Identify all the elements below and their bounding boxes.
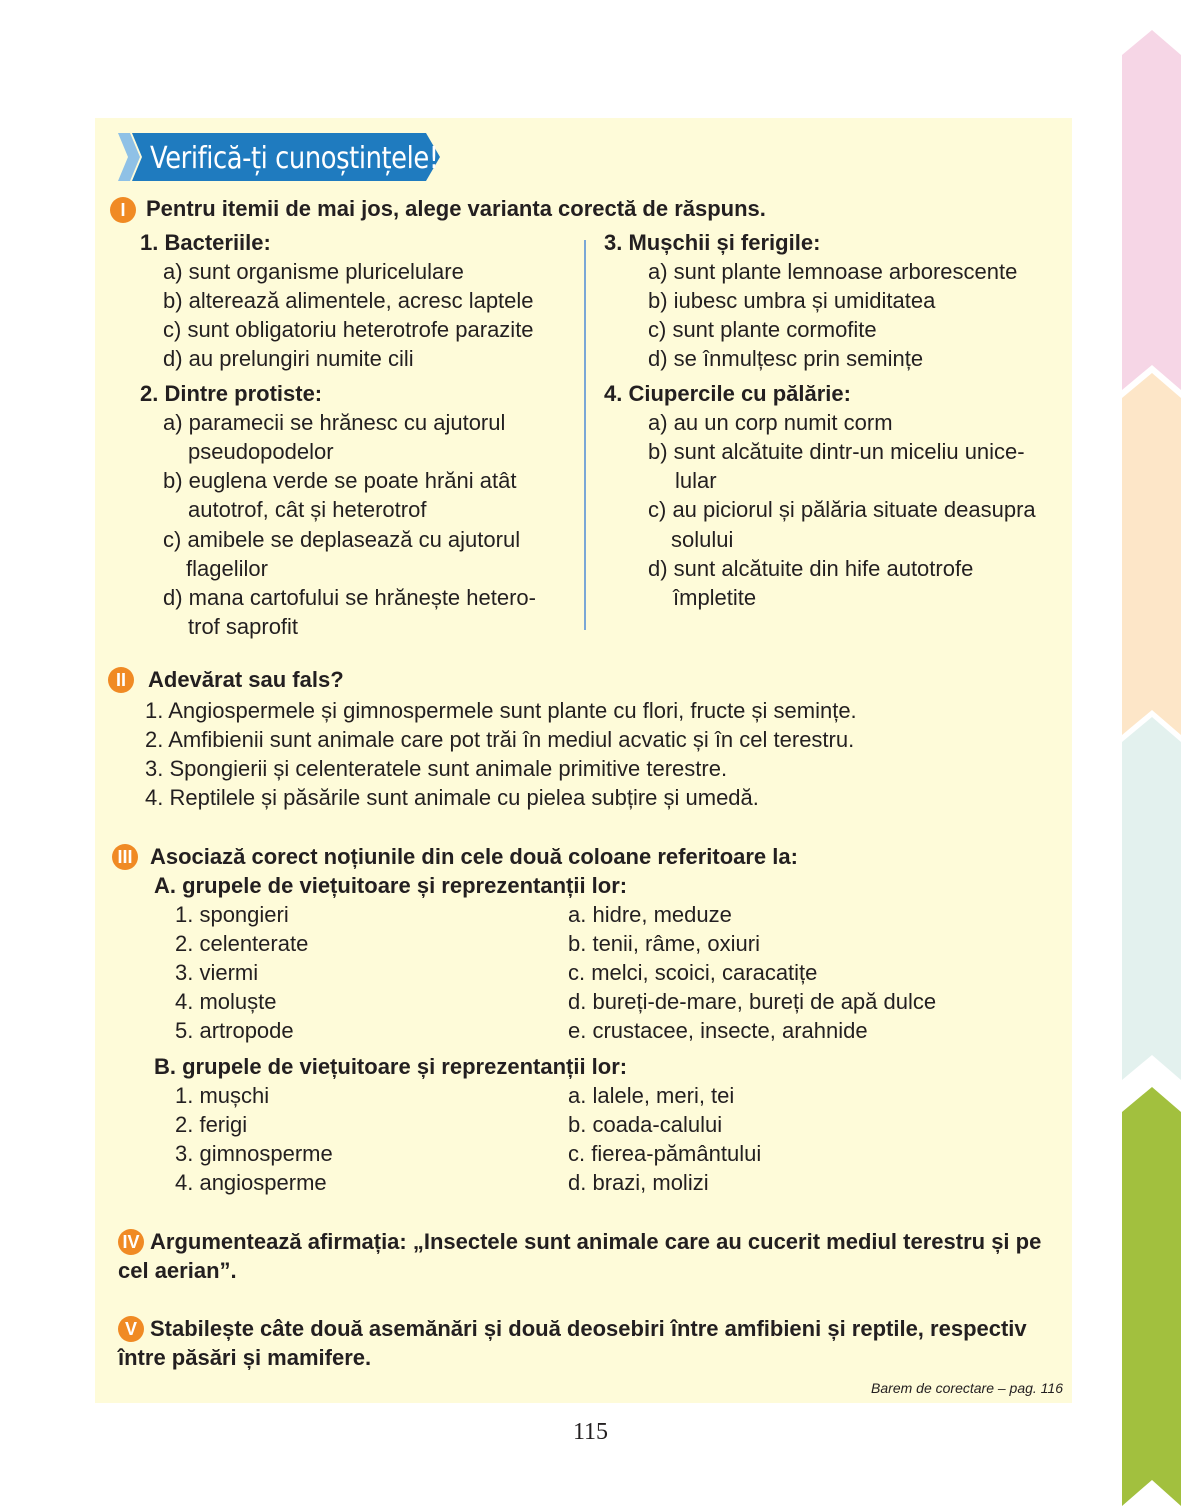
part-a-left-5: 5. artropode — [175, 1018, 294, 1043]
q3-option-d: d) se înmulțesc prin semințe — [648, 346, 924, 371]
q2-option-a: a) paramecii se hrănesc cu ajutorul — [163, 410, 506, 435]
question-3-title: 3. Mușchii și ferigile: — [604, 230, 821, 255]
part-b-right-c: c. fierea-pământului — [568, 1141, 762, 1166]
q4-option-b: b) sunt alcătuite dintr-un miceliu unice- — [648, 439, 1025, 464]
section-v — [118, 1314, 1068, 1372]
section-title-iii: Asociază corect noțiunile din cele două coloane referitoare la: — [150, 844, 798, 869]
q2-option-d-cont: trof saprofit — [188, 614, 299, 639]
part-b-right-d: d. brazi, molizi — [568, 1170, 709, 1195]
tf-item-2: 2. Amfibienii sunt animale care pot trăi în mediul acvatic și în cel terestru. — [145, 727, 855, 752]
part-a-right-a: a. hidre, meduze — [568, 902, 732, 927]
question-2-title: 2. Dintre protiste: — [140, 381, 323, 406]
section-title-ii: Adevărat sau fals? — [148, 667, 344, 692]
q1-option-c: c) sunt obligatoriu heterotrofe parazite — [163, 317, 534, 342]
q2-option-b-cont: autotrof, cât și heterotrof — [188, 497, 427, 522]
page-number: 115 — [572, 1419, 609, 1445]
q4-option-b-cont: lular — [675, 468, 717, 493]
part-a-left-2: 2. celenterate — [175, 931, 309, 956]
q2-option-c-cont: flagelilor — [186, 556, 268, 581]
tab-mint — [1122, 717, 1181, 1080]
q2-option-c: c) amibele se deplasează cu ajutorul — [163, 527, 521, 552]
part-b-right-b: b. coada-calului — [568, 1112, 723, 1137]
q3-option-c: c) sunt plante cormofite — [648, 317, 877, 342]
part-b-right-a: a. lalele, meri, tei — [568, 1083, 735, 1108]
q3-option-a: a) sunt plante lemnoase arborescente — [648, 259, 1018, 284]
q2-option-d: d) mana cartofului se hrănește hetero- — [163, 585, 536, 610]
section-badge-iv: IV — [118, 1229, 144, 1255]
section-v-text: Stabilește câte două asemănări și două deosebiri între amfibieni și reptile, respectiv între păsări și mamifere. — [118, 1316, 1027, 1370]
tf-item-4: 4. Reptilele și păsările sunt animale cu pielea subțire și umedă. — [145, 785, 759, 810]
section-iv-text: Argumentează afirmația: „Insectele sunt animale care au cucerit mediul terestru și pe cel aerian”. — [118, 1229, 1042, 1283]
q1-option-a: a) sunt organisme pluricelulare — [163, 259, 464, 284]
part-a-left-3: 3. viermi — [175, 960, 259, 985]
tab-peach — [1122, 373, 1181, 735]
q1-option-d: d) au prelungiri numite cili — [163, 346, 414, 371]
part-a-right-d: d. bureți-de-mare, bureți de apă dulce — [568, 989, 937, 1014]
section-badge-ii: II — [108, 667, 134, 693]
column-divider — [584, 240, 586, 630]
answer-key-reference: Barem de corectare – pag. 116 — [871, 1380, 1063, 1396]
part-a-right-b: b. tenii, râme, oxiuri — [568, 931, 760, 956]
tf-item-3: 3. Spongierii și celenteratele sunt animale primitive terestre. — [145, 756, 728, 781]
part-a-right-e: e. crustacee, insecte, arahnide — [568, 1018, 868, 1043]
q4-option-c: c) au piciorul și pălăria situate deasupra — [648, 497, 1036, 522]
part-a-title: A. grupele de viețuitoare și reprezentanții lor: — [154, 873, 628, 898]
tab-pink — [1122, 30, 1181, 390]
q4-option-d: d) sunt alcătuite din hife autotrofe — [648, 556, 974, 581]
q2-option-b: b) euglena verde se poate hrăni atât — [163, 468, 517, 493]
q1-option-b: b) alterează alimentele, acresc laptele — [163, 288, 534, 313]
q2-option-a-cont: pseudopodelor — [188, 439, 334, 464]
tf-item-1: 1. Angiospermele și gimnospermele sunt plante cu flori, fructe și semințe. — [145, 698, 857, 723]
part-b-left-2: 2. ferigi — [175, 1112, 248, 1137]
side-tabs — [1122, 30, 1181, 1506]
q4-option-d-cont: împletite — [673, 585, 757, 610]
section-iv — [118, 1227, 1068, 1285]
page-title: Verifică-ți cunoștințele! — [150, 141, 439, 176]
part-a-right-c: c. melci, scoici, caracatițe — [568, 960, 818, 985]
section-badge-iii: III — [112, 844, 138, 870]
part-b-left-4: 4. angiosperme — [175, 1170, 327, 1195]
q4-option-a: a) au un corp numit corm — [648, 410, 893, 435]
question-1-title: 1. Bacteriile: — [140, 230, 271, 255]
question-4-title: 4. Ciupercile cu pălărie: — [604, 381, 851, 406]
part-b-left-3: 3. gimnosperme — [175, 1141, 333, 1166]
section-title-i: Pentru itemii de mai jos, alege varianta corectă de răspuns. — [146, 196, 766, 221]
q3-option-b: b) iubesc umbra și umiditatea — [648, 288, 936, 313]
part-a-left-1: 1. spongieri — [175, 902, 289, 927]
section-badge-v: V — [118, 1316, 144, 1342]
part-a-left-4: 4. moluște — [175, 989, 277, 1014]
q4-option-c-cont: solului — [671, 527, 734, 552]
part-b-title: B. grupele de viețuitoare și reprezentanții lor: — [154, 1054, 628, 1079]
part-b-left-1: 1. mușchi — [175, 1083, 270, 1108]
section-badge-i: I — [110, 197, 136, 223]
